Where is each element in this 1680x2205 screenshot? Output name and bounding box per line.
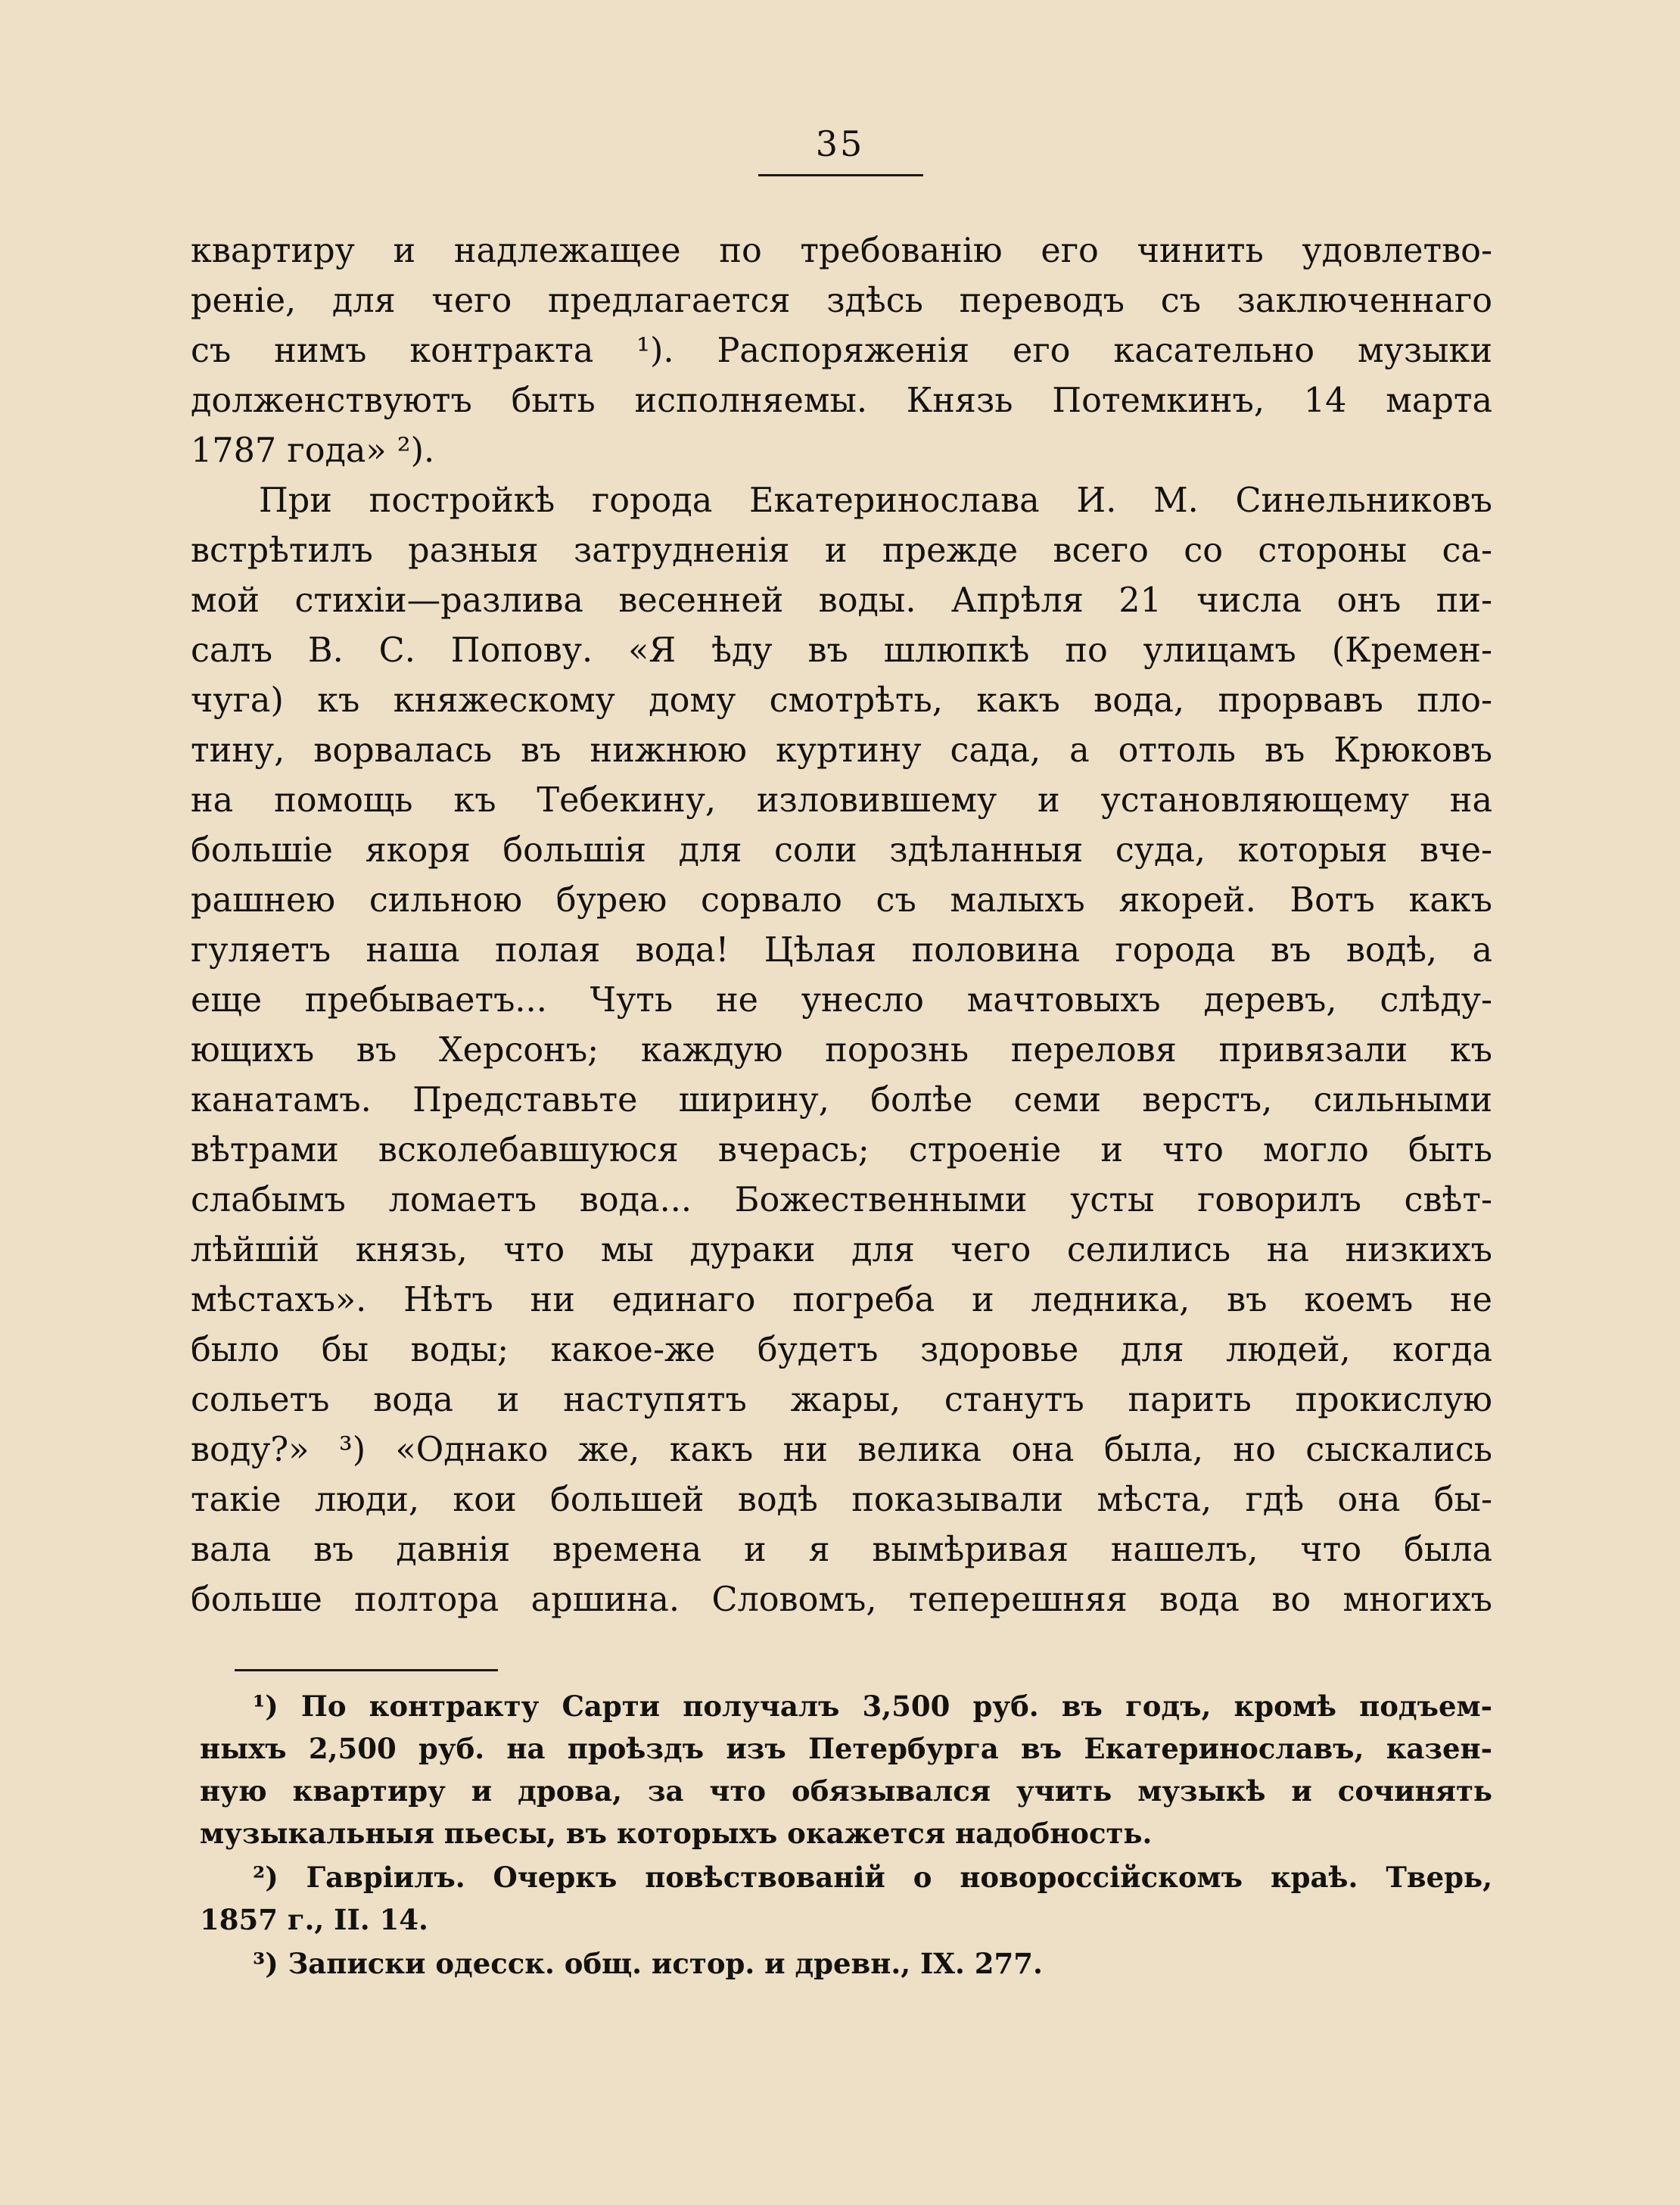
body-line: больше полтора аршина. Словомъ, теперешняя вода во многихъ: [191, 1581, 1492, 1619]
footnote-line: музыкальныя пьесы, въ которыхъ окажется надобность.: [200, 1817, 1153, 1850]
body-line: вѣтрами всколебавшуюся вчерась; строеніе и что могло быть: [191, 1131, 1492, 1169]
body-line: чуга) къ княжескому дому смотрѣть, какъ вода, прорвавъ пло-: [191, 681, 1492, 720]
body-line: воду?» ³) «Однако же, какъ ни велика она была, но сыскались: [191, 1431, 1492, 1469]
body-line: При постройкѣ города Екатеринослава И. М. Синельниковъ: [259, 481, 1492, 520]
body-line: встрѣтилъ разныя затрудненія и прежде всего со стороны са-: [191, 531, 1492, 570]
footnote-line: ³) Записки одесск. общ. истор. и древн., IX. 277.: [253, 1947, 1043, 1980]
body-line: было бы воды; какое-же будетъ здоровье для людей, когда: [191, 1331, 1492, 1369]
footnote-line: ную квартиру и дрова, за что обязывался учить музыкѣ и сочинять: [200, 1774, 1492, 1808]
body-line: долженствуютъ быть исполняемы. Князь Потемкинъ, 14 марта: [191, 382, 1492, 420]
body-line: тину, ворвалась въ нижнюю куртину сада, а оттоль въ Крюковъ: [191, 731, 1492, 770]
footnote-line: ²) Гавріилъ. Очеркъ повѣствованій о новороссійскомъ краѣ. Тверь,: [253, 1861, 1492, 1894]
page-number: 35: [815, 123, 865, 164]
body-line: еще пребываетъ... Чуть не унесло мачтовыхъ деревъ, слѣду-: [191, 981, 1492, 1020]
body-line: квартиру и надлежащее по требованію его чинить удовлетво-: [191, 232, 1492, 270]
body-line: на помощь къ Тебекину, изловившему и установляющему на: [191, 781, 1492, 820]
footnote-rule: [235, 1669, 498, 1671]
body-line: мой стихіи—разлива весенней воды. Апрѣля 21 числа онъ пи-: [191, 581, 1492, 620]
body-line: мѣстахъ». Нѣтъ ни единаго погреба и ледника, въ коемъ не: [191, 1281, 1492, 1319]
body-line: большіе якоря большія для соли здѣланныя суда, которыя вче-: [191, 831, 1492, 870]
body-line: реніе, для чего предлагается здѣсь переводъ съ заключеннаго: [191, 282, 1492, 320]
body-line: лѣйшій князь, что мы дураки для чего селились на низкихъ: [191, 1231, 1492, 1269]
footnote-line: 1857 г., II. 14.: [200, 1903, 428, 1936]
body-line: ющихъ въ Херсонъ; каждую порознь переловя привязали къ: [191, 1031, 1492, 1070]
body-line: слабымъ ломаетъ вода... Божественными усты говорилъ свѣт-: [191, 1181, 1492, 1219]
body-line: сольетъ вода и наступятъ жары, станутъ парить прокислую: [191, 1381, 1492, 1419]
body-line: салъ В. С. Попову. «Я ѣду въ шлюпкѣ по улицамъ (Кремен-: [191, 631, 1492, 670]
footnote-line: ныхъ 2,500 руб. на проѣздъ изъ Петербурга въ Екатеринославъ, казен-: [200, 1732, 1492, 1765]
body-line: такіе люди, кои большей водѣ показывали мѣста, гдѣ она бы-: [191, 1481, 1492, 1519]
footnote-line: ¹) По контракту Сарти получалъ 3,500 руб. въ годъ, кромѣ подъем-: [253, 1690, 1492, 1723]
body-line: рашнею сильною бурею сорвало съ малыхъ якорей. Вотъ какъ: [191, 881, 1492, 920]
body-line: канатамъ. Представьте ширину, болѣе семи верстъ, сильными: [191, 1081, 1492, 1120]
body-line: гуляетъ наша полая вода! Цѣлая половина города въ водѣ, а: [191, 931, 1492, 970]
body-line: 1787 года» ²).: [191, 431, 435, 470]
body-line: вала въ давнія времена и я вымѣривая нашелъ, что была: [191, 1531, 1492, 1569]
body-line: съ нимъ контракта ¹). Распоряженія его касательно музыки: [191, 332, 1492, 370]
page-number-rule: [758, 174, 923, 176]
